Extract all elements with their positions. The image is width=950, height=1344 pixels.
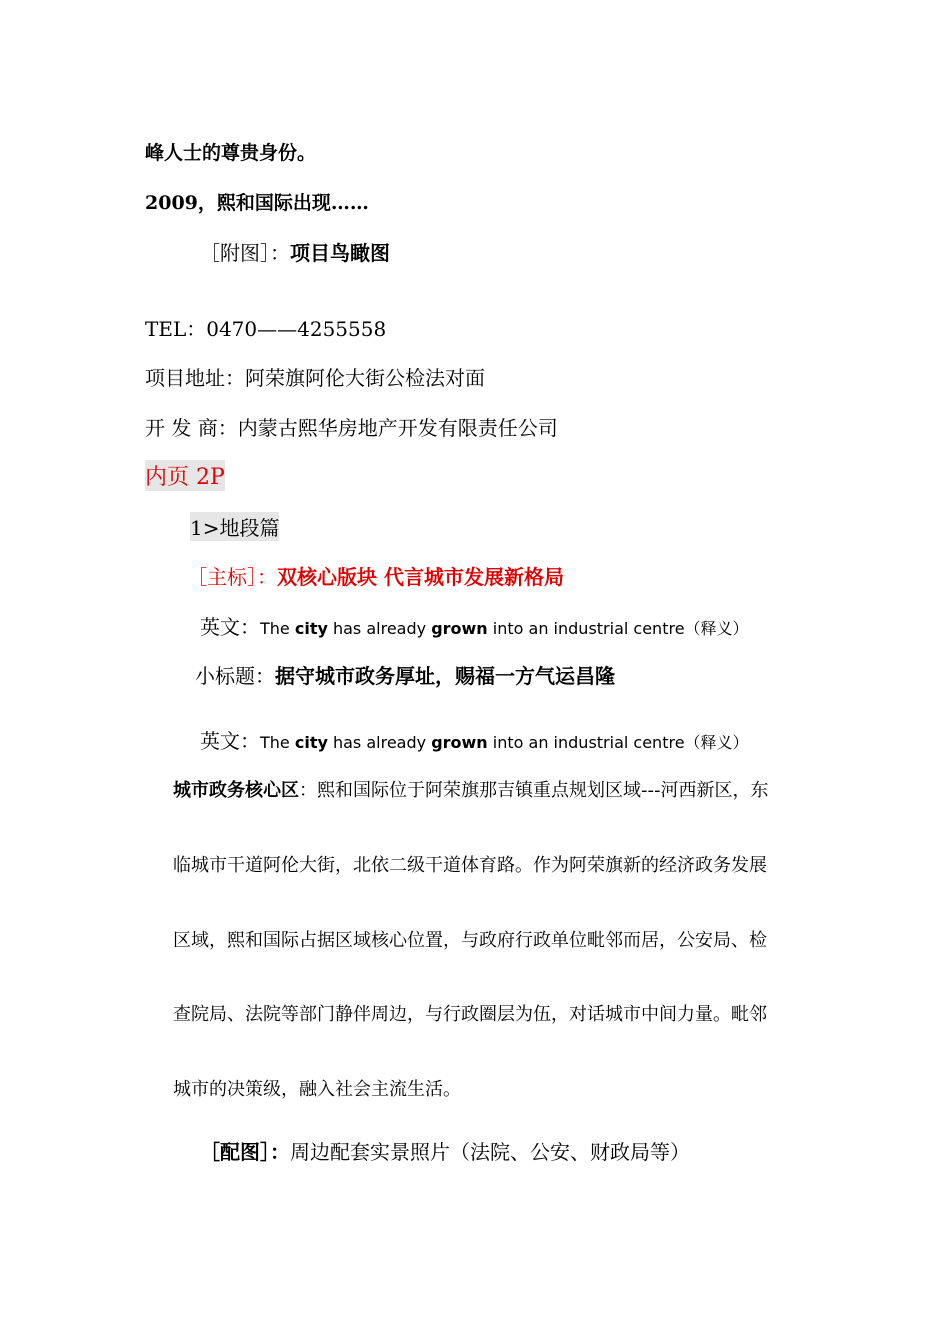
attach-line <box>200 237 390 266</box>
english-word: into an industrial centre <box>487 733 685 752</box>
body-paragraph-line: 城市的决策级，融入社会主流生活。 <box>173 1079 461 1100</box>
english-word: into an industrial centre <box>487 619 685 638</box>
english-word-bold: grown <box>431 619 488 638</box>
body-paragraph-line <box>173 776 768 802</box>
main-title-label: ［主标］： <box>187 565 277 589</box>
section-heading: 1>地段篇 <box>190 512 279 541</box>
english-word-bold: grown <box>431 733 488 752</box>
english-word: The <box>260 733 295 752</box>
photo-label: ［配图］： <box>200 1140 290 1164</box>
english-text <box>260 619 749 638</box>
english-word-bold: city <box>294 733 328 752</box>
body-paragraph-line: 临城市干道阿伦大街，北依二级干道体育路。作为阿荣旗新的经济政务发展 <box>173 855 767 876</box>
tel-line: TEL：0470——4255558 <box>145 317 387 341</box>
text-line-appear: 2009，熙和国际出现…… <box>145 192 369 214</box>
english-word-bold: city <box>294 619 328 638</box>
photo-text: 周边配套实景照片（法院、公安、财政局等） <box>290 1140 690 1164</box>
english-line-2 <box>200 725 749 754</box>
body-text: ：熙和国际位于阿荣旗那吉镇重点规划区域---河西新区，东 <box>299 780 769 801</box>
english-label: 英文： <box>200 729 260 753</box>
address-line: 项目地址：阿荣旗阿伦大街公检法对面 <box>145 366 485 390</box>
body-paragraph-line: 区域，熙和国际占据区域核心位置，与政府行政单位毗邻而居，公安局、检 <box>173 930 767 951</box>
english-note: （释义） <box>684 619 749 638</box>
english-word: has already <box>327 733 432 752</box>
subtitle-label: 小标题： <box>195 664 275 688</box>
english-note: （释义） <box>684 733 749 752</box>
english-label: 英文： <box>200 615 260 639</box>
body-term: 城市政务核心区 <box>173 780 299 801</box>
english-line-1 <box>200 611 749 640</box>
body-paragraph-line: 查院局、法院等部门静伴周边，与行政圈层为伍，对话城市中间力量。毗邻 <box>173 1004 767 1025</box>
main-title-line <box>187 561 564 590</box>
english-word: The <box>260 619 295 638</box>
english-text <box>260 733 749 752</box>
text-line-intro: 峰人士的尊贵身份。 <box>145 142 317 164</box>
main-title: 双核心版块 代言城市发展新格局 <box>277 565 564 589</box>
attach-label: ［附图］： <box>200 241 290 265</box>
subtitle-line <box>195 660 615 689</box>
english-word: has already <box>327 619 432 638</box>
subtitle: 据守城市政务厚址，赐福一方气运昌隆 <box>275 664 615 688</box>
page-title: 内页 2P <box>145 460 225 491</box>
attach-text: 项目鸟瞰图 <box>290 241 390 265</box>
photo-line <box>200 1136 690 1165</box>
developer-line: 开 发 商：内蒙古熙华房地产开发有限责任公司 <box>145 416 558 440</box>
